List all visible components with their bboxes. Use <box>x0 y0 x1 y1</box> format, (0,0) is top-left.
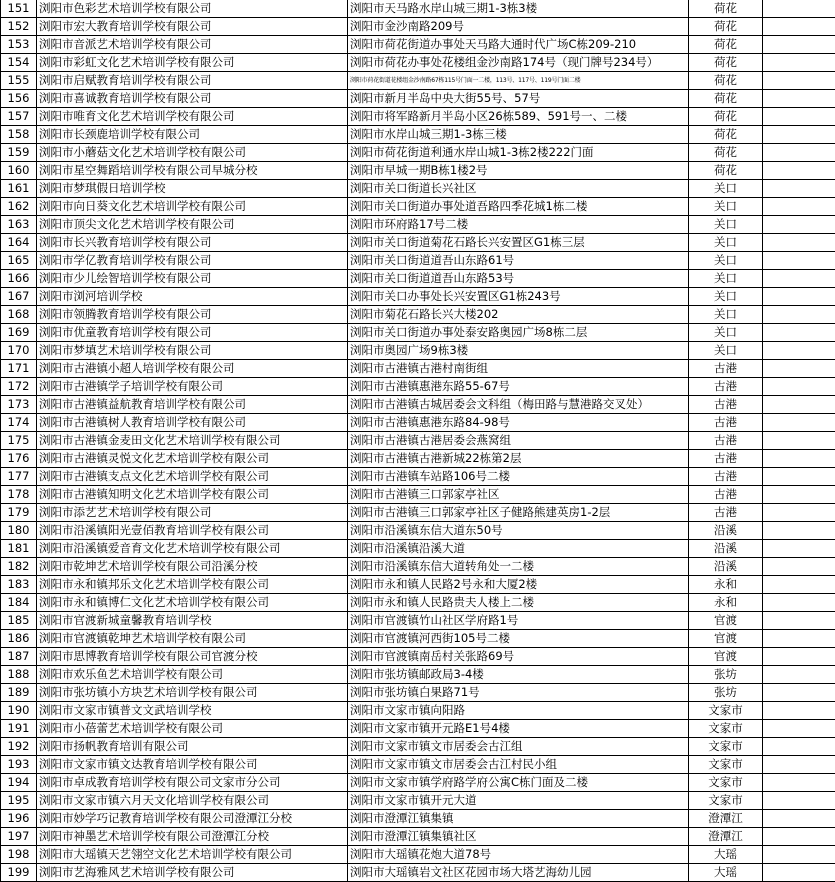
area-cell[interactable]: 关口 <box>689 180 763 198</box>
area-cell[interactable]: 荷花 <box>689 126 763 144</box>
area-cell[interactable]: 澄潭江 <box>689 828 763 846</box>
address-cell[interactable]: 浏阳市关口办事处长兴安置区G1栋243号 <box>348 288 689 306</box>
row-number-cell[interactable]: 180 <box>1 522 37 540</box>
address-cell[interactable]: 浏阳市官渡镇竹山社区学府路1号 <box>348 612 689 630</box>
school-name-cell[interactable]: 浏阳市小蓓蕾艺术培训学校有限公司 <box>37 720 348 738</box>
row-number-cell[interactable]: 197 <box>1 828 37 846</box>
address-cell[interactable]: 浏阳市早城一期B栋1楼2号 <box>348 162 689 180</box>
area-cell[interactable]: 文家市 <box>689 774 763 792</box>
row-number-cell[interactable]: 177 <box>1 468 37 486</box>
school-name-cell[interactable]: 浏阳市彩虹文化艺术培训学校有限公司 <box>37 54 348 72</box>
address-cell[interactable]: 浏阳市古港镇三口郭家亭社区子健路熊建英房1-2层 <box>348 504 689 522</box>
table-row <box>1 576 835 594</box>
row-number-cell[interactable]: 174 <box>1 414 37 432</box>
row-number-cell[interactable]: 190 <box>1 702 37 720</box>
row-number-cell[interactable]: 173 <box>1 396 37 414</box>
table-row <box>1 504 835 522</box>
table-row <box>1 252 835 270</box>
empty-cell[interactable] <box>763 468 835 486</box>
empty-cell[interactable] <box>763 504 835 522</box>
empty-cell[interactable] <box>763 0 835 18</box>
row-number-cell[interactable]: 170 <box>1 342 37 360</box>
table-row <box>1 792 835 810</box>
row-number-cell[interactable]: 179 <box>1 504 37 522</box>
area-cell[interactable]: 张坊 <box>689 684 763 702</box>
empty-cell[interactable] <box>763 288 835 306</box>
row-number-cell[interactable]: 176 <box>1 450 37 468</box>
row-number-cell[interactable]: 165 <box>1 252 37 270</box>
area-cell[interactable]: 古港 <box>689 396 763 414</box>
row-number-cell[interactable]: 169 <box>1 324 37 342</box>
empty-cell[interactable] <box>763 864 835 882</box>
table-row <box>1 90 835 108</box>
table-row <box>1 396 835 414</box>
address-cell[interactable]: 浏阳市环府路17号二楼 <box>348 216 689 234</box>
school-name-cell[interactable]: 浏阳市欢乐鱼艺术培训学校有限公司 <box>37 666 348 684</box>
address-cell[interactable]: 浏阳市金沙南路209号 <box>348 18 689 36</box>
empty-cell[interactable] <box>763 90 835 108</box>
table-row <box>1 54 835 72</box>
area-cell[interactable]: 关口 <box>689 324 763 342</box>
school-name-cell[interactable]: 浏阳市艺海雅风艺术培训学校有限公司 <box>37 864 348 882</box>
row-number-cell[interactable]: 155 <box>1 72 37 90</box>
empty-cell[interactable] <box>763 36 835 54</box>
empty-cell[interactable] <box>763 180 835 198</box>
row-number-cell[interactable]: 183 <box>1 576 37 594</box>
empty-cell[interactable] <box>763 792 835 810</box>
address-cell[interactable]: 浏阳市关口街道菊花石路长兴安置区G1栋三层 <box>348 234 689 252</box>
school-name-cell[interactable]: 浏阳市长兴教育培训学校有限公司 <box>37 234 348 252</box>
empty-cell[interactable] <box>763 846 835 864</box>
area-cell[interactable]: 沿溪 <box>689 522 763 540</box>
area-cell[interactable]: 古港 <box>689 432 763 450</box>
table-row <box>1 288 835 306</box>
table-row <box>1 216 835 234</box>
empty-cell[interactable] <box>763 72 835 90</box>
row-number-cell[interactable]: 157 <box>1 108 37 126</box>
empty-cell[interactable] <box>763 648 835 666</box>
row-number-cell[interactable]: 199 <box>1 864 37 882</box>
table-row <box>1 198 835 216</box>
area-cell[interactable]: 沿溪 <box>689 540 763 558</box>
row-number-cell[interactable]: 164 <box>1 234 37 252</box>
area-cell[interactable]: 古港 <box>689 360 763 378</box>
address-cell[interactable]: 浏阳市张坊镇邮政局3-4楼 <box>348 666 689 684</box>
table-row <box>1 612 835 630</box>
area-cell[interactable]: 官渡 <box>689 648 763 666</box>
empty-cell[interactable] <box>763 198 835 216</box>
area-cell[interactable]: 荷花 <box>689 18 763 36</box>
area-cell[interactable]: 大瑶 <box>689 864 763 882</box>
empty-cell[interactable] <box>763 450 835 468</box>
table-row <box>1 594 835 612</box>
row-number-cell[interactable]: 172 <box>1 378 37 396</box>
table-row <box>1 648 835 666</box>
area-cell[interactable]: 文家市 <box>689 720 763 738</box>
table-row <box>1 828 835 846</box>
table-row <box>1 144 835 162</box>
address-cell[interactable]: 浏阳市张坊镇白果路71号 <box>348 684 689 702</box>
empty-cell[interactable] <box>763 432 835 450</box>
row-number-cell[interactable]: 151 <box>1 0 37 18</box>
empty-cell[interactable] <box>763 216 835 234</box>
empty-cell[interactable] <box>763 720 835 738</box>
area-cell[interactable]: 荷花 <box>689 72 763 90</box>
table-row <box>1 468 835 486</box>
empty-cell[interactable] <box>763 54 835 72</box>
row-number-cell[interactable]: 195 <box>1 792 37 810</box>
address-cell[interactable]: 浏阳市永和镇人民路贵夫人楼上二楼 <box>348 594 689 612</box>
row-number-cell[interactable]: 193 <box>1 756 37 774</box>
table-row <box>1 0 835 18</box>
school-name-cell[interactable]: 浏阳市浏河培训学校 <box>37 288 348 306</box>
area-cell[interactable]: 文家市 <box>689 792 763 810</box>
address-cell[interactable]: 浏阳市古港镇惠港东路55-67号 <box>348 378 689 396</box>
school-name-cell[interactable]: 浏阳市向日葵文化艺术培训学校有限公司 <box>37 198 348 216</box>
area-cell[interactable]: 荷花 <box>689 90 763 108</box>
address-cell[interactable]: 浏阳市古港镇古港村南街组 <box>348 360 689 378</box>
area-cell[interactable]: 关口 <box>689 252 763 270</box>
row-number-cell[interactable]: 168 <box>1 306 37 324</box>
area-cell[interactable]: 古港 <box>689 450 763 468</box>
empty-cell[interactable] <box>763 576 835 594</box>
area-cell[interactable]: 澄潭江 <box>689 810 763 828</box>
table-row <box>1 450 835 468</box>
area-cell[interactable]: 古港 <box>689 486 763 504</box>
table-row <box>1 36 835 54</box>
table-row <box>1 342 835 360</box>
school-name-cell[interactable]: 浏阳市妙学巧记教育培训学校有限公司澄潭江分校 <box>37 810 348 828</box>
table-row <box>1 324 835 342</box>
table-row <box>1 738 835 756</box>
school-name-cell[interactable]: 浏阳市古港镇金麦田文化艺术培训学校有限公司 <box>37 432 348 450</box>
area-cell[interactable]: 永和 <box>689 576 763 594</box>
row-number-cell[interactable]: 192 <box>1 738 37 756</box>
table-row <box>1 666 835 684</box>
area-cell[interactable]: 关口 <box>689 216 763 234</box>
empty-cell[interactable] <box>763 306 835 324</box>
empty-cell[interactable] <box>763 342 835 360</box>
school-name-cell[interactable]: 浏阳市少儿绘智培训学校有限公司 <box>37 270 348 288</box>
area-cell[interactable]: 关口 <box>689 306 763 324</box>
table-row <box>1 774 835 792</box>
row-number-cell[interactable]: 156 <box>1 90 37 108</box>
school-name-cell[interactable]: 浏阳市古港镇小超人培训学校有限公司 <box>37 360 348 378</box>
address-cell[interactable]: 浏阳市大瑶镇花炮大道78号 <box>348 846 689 864</box>
address-cell[interactable]: 浏阳市菊花石路长兴大楼202 <box>348 306 689 324</box>
school-name-cell[interactable]: 浏阳市大瑶镇天艺翎空文化艺术培训学校有限公司 <box>37 846 348 864</box>
school-name-cell[interactable]: 浏阳市梦琪假日培训学校 <box>37 180 348 198</box>
table-row <box>1 720 835 738</box>
address-cell[interactable]: 浏阳市古港镇古港新城22栋第2层 <box>348 450 689 468</box>
row-number-cell[interactable]: 181 <box>1 540 37 558</box>
empty-cell[interactable] <box>763 270 835 288</box>
table-row <box>1 864 835 882</box>
address-cell[interactable]: 浏阳市官渡镇河西街105号二楼 <box>348 630 689 648</box>
address-cell[interactable]: 浏阳市荷花街道利通水岸山城1-3栋2楼222门面 <box>348 144 689 162</box>
school-name-cell[interactable]: 浏阳市永和镇邦乐文化艺术培训学校有限公司 <box>37 576 348 594</box>
area-cell[interactable]: 荷花 <box>689 162 763 180</box>
table-row <box>1 72 835 90</box>
school-name-cell[interactable]: 浏阳市文家市镇六月天文化培训学校有限公司 <box>37 792 348 810</box>
area-cell[interactable]: 沿溪 <box>689 558 763 576</box>
address-cell[interactable]: 浏阳市文家市镇开元大道 <box>348 792 689 810</box>
school-name-cell[interactable]: 浏阳市张坊镇小方块艺术培训学校有限公司 <box>37 684 348 702</box>
empty-cell[interactable] <box>763 558 835 576</box>
school-name-cell[interactable]: 浏阳市启赋教育培训学校有限公司 <box>37 72 348 90</box>
row-number-cell[interactable]: 186 <box>1 630 37 648</box>
area-cell[interactable]: 荷花 <box>689 36 763 54</box>
address-cell[interactable]: 浏阳市关口街道道吾山东路61号 <box>348 252 689 270</box>
address-cell[interactable]: 浏阳市荷花街道花楼组金沙南路67栋115号门面一二楼，113号、117号、119号门面二楼 <box>348 72 689 90</box>
row-number-cell[interactable]: 153 <box>1 36 37 54</box>
row-number-cell[interactable]: 178 <box>1 486 37 504</box>
school-name-cell[interactable]: 浏阳市长颈鹿培训学校有限公司 <box>37 126 348 144</box>
empty-cell[interactable] <box>763 108 835 126</box>
school-name-cell[interactable]: 浏阳市优童教育培训学校有限公司 <box>37 324 348 342</box>
empty-cell[interactable] <box>763 252 835 270</box>
row-number-cell[interactable]: 167 <box>1 288 37 306</box>
area-cell[interactable]: 官渡 <box>689 630 763 648</box>
empty-cell[interactable] <box>763 378 835 396</box>
table-row <box>1 306 835 324</box>
table-row <box>1 378 835 396</box>
table-row <box>1 126 835 144</box>
address-cell[interactable]: 浏阳市奥园广场9栋3楼 <box>348 342 689 360</box>
empty-cell[interactable] <box>763 162 835 180</box>
row-number-cell[interactable]: 159 <box>1 144 37 162</box>
table-row <box>1 702 835 720</box>
empty-cell[interactable] <box>763 126 835 144</box>
school-name-cell[interactable]: 浏阳市古港镇树人教育培训学校有限公司 <box>37 414 348 432</box>
row-number-cell[interactable]: 175 <box>1 432 37 450</box>
empty-cell[interactable] <box>763 774 835 792</box>
table-row <box>1 684 835 702</box>
table-row <box>1 360 835 378</box>
row-number-cell[interactable]: 158 <box>1 126 37 144</box>
school-name-cell[interactable]: 浏阳市古港镇益航教育培训学校有限公司 <box>37 396 348 414</box>
address-cell[interactable]: 浏阳市永和镇人民路2号永和大厦2楼 <box>348 576 689 594</box>
row-number-cell[interactable]: 160 <box>1 162 37 180</box>
empty-cell[interactable] <box>763 630 835 648</box>
school-name-cell[interactable]: 浏阳市唯育文化艺术培训学校有限公司 <box>37 108 348 126</box>
address-cell[interactable]: 浏阳市古港镇古城居委会文科组（梅田路与慧港路交叉处） <box>348 396 689 414</box>
area-cell[interactable]: 荷花 <box>689 144 763 162</box>
address-cell[interactable]: 浏阳市荷花办事处花楼组金沙南路174号（现门牌号234号） <box>348 54 689 72</box>
school-name-cell[interactable]: 浏阳市添艺艺术培训学校有限公司 <box>37 504 348 522</box>
address-cell[interactable]: 浏阳市新月半岛中央大街55号、57号 <box>348 90 689 108</box>
row-number-cell[interactable]: 166 <box>1 270 37 288</box>
row-number-cell[interactable]: 184 <box>1 594 37 612</box>
row-number-cell[interactable]: 185 <box>1 612 37 630</box>
area-cell[interactable]: 文家市 <box>689 756 763 774</box>
empty-cell[interactable] <box>763 612 835 630</box>
address-cell[interactable]: 浏阳市文家市镇向阳路 <box>348 702 689 720</box>
school-name-cell[interactable]: 浏阳市小蘑菇文化艺术培训学校有限公司 <box>37 144 348 162</box>
address-cell[interactable]: 浏阳市古港镇古港居委会燕窝组 <box>348 432 689 450</box>
row-number-cell[interactable]: 194 <box>1 774 37 792</box>
area-cell[interactable]: 关口 <box>689 234 763 252</box>
school-name-cell[interactable]: 浏阳市扬帆教育培训有限公司 <box>37 738 348 756</box>
empty-cell[interactable] <box>763 234 835 252</box>
area-cell[interactable]: 古港 <box>689 504 763 522</box>
row-number-cell[interactable]: 171 <box>1 360 37 378</box>
row-number-cell[interactable]: 161 <box>1 180 37 198</box>
area-cell[interactable]: 关口 <box>689 288 763 306</box>
school-name-cell[interactable]: 浏阳市古港镇知明文化艺术培训学校有限公司 <box>37 486 348 504</box>
address-cell[interactable]: 浏阳市文家市镇文市居委会古江村民小组 <box>348 756 689 774</box>
row-number-cell[interactable]: 188 <box>1 666 37 684</box>
address-cell[interactable]: 浏阳市文家市镇文市居委会古江组 <box>348 738 689 756</box>
address-cell[interactable]: 浏阳市文家市镇学府路学府公寓C栋门面及二楼 <box>348 774 689 792</box>
table-row <box>1 756 835 774</box>
address-cell[interactable]: 浏阳市关口街道长兴社区 <box>348 180 689 198</box>
empty-cell[interactable] <box>763 324 835 342</box>
table-row <box>1 18 835 36</box>
school-name-cell[interactable]: 浏阳市官渡镇乾坤艺术培训学校有限公司 <box>37 630 348 648</box>
row-number-cell[interactable]: 154 <box>1 54 37 72</box>
school-name-cell[interactable]: 浏阳市文家市镇普文文武培训学校 <box>37 702 348 720</box>
area-cell[interactable]: 古港 <box>689 414 763 432</box>
address-cell[interactable]: 浏阳市沿溪镇东信大道东50号 <box>348 522 689 540</box>
table-row <box>1 414 835 432</box>
area-cell[interactable]: 张坊 <box>689 666 763 684</box>
school-name-cell[interactable]: 浏阳市文家市镇文达教育培训学校有限公司 <box>37 756 348 774</box>
address-cell[interactable]: 浏阳市关口街道办事处泰安路奥园广场8栋二层 <box>348 324 689 342</box>
address-cell[interactable]: 浏阳市古港镇惠港东路84-98号 <box>348 414 689 432</box>
table-row <box>1 846 835 864</box>
school-name-cell[interactable]: 浏阳市领腾教育培训学校有限公司 <box>37 306 348 324</box>
school-name-cell[interactable]: 浏阳市宏大教育培训学校有限公司 <box>37 18 348 36</box>
row-number-cell[interactable]: 189 <box>1 684 37 702</box>
address-cell[interactable]: 浏阳市文家市镇开元路E1号4楼 <box>348 720 689 738</box>
school-name-cell[interactable]: 浏阳市喜诚教育培训学校有限公司 <box>37 90 348 108</box>
address-cell[interactable]: 浏阳市大瑶镇岩文社区花园市场大塔艺海幼儿园 <box>348 864 689 882</box>
table-row <box>1 234 835 252</box>
address-cell[interactable]: 浏阳市澄潭江镇集镇社区 <box>348 828 689 846</box>
address-cell[interactable]: 浏阳市古港镇三口郭家亭社区 <box>348 486 689 504</box>
table-body <box>1 0 835 882</box>
area-cell[interactable]: 官渡 <box>689 612 763 630</box>
school-name-cell[interactable]: 浏阳市永和镇博仁文化艺术培训学校有限公司 <box>37 594 348 612</box>
empty-cell[interactable] <box>763 684 835 702</box>
address-cell[interactable]: 浏阳市天马路水岸山城三期1-3栋3楼 <box>348 0 689 18</box>
address-cell[interactable]: 浏阳市关口街道道吾山东路53号 <box>348 270 689 288</box>
empty-cell[interactable] <box>763 18 835 36</box>
school-name-cell[interactable]: 浏阳市神墨艺术培训学校有限公司澄潭江分校 <box>37 828 348 846</box>
address-cell[interactable]: 浏阳市将军路新月半岛小区26栋589、591号一、二楼 <box>348 108 689 126</box>
school-name-cell[interactable]: 浏阳市沿溪镇爱音育文化艺术培训学校有限公司 <box>37 540 348 558</box>
address-cell[interactable]: 浏阳市官渡镇南岳村关张路69号 <box>348 648 689 666</box>
area-cell[interactable]: 关口 <box>689 198 763 216</box>
table-row <box>1 486 835 504</box>
row-number-cell[interactable]: 152 <box>1 18 37 36</box>
empty-cell[interactable] <box>763 144 835 162</box>
table-row <box>1 180 835 198</box>
school-name-cell[interactable]: 浏阳市卓成教育培训学校有限公司文家市分公司 <box>37 774 348 792</box>
area-cell[interactable]: 古港 <box>689 378 763 396</box>
row-number-cell[interactable]: 187 <box>1 648 37 666</box>
school-name-cell[interactable]: 浏阳市顶尖文化艺术培训学校有限公司 <box>37 216 348 234</box>
empty-cell[interactable] <box>763 666 835 684</box>
school-name-cell[interactable]: 浏阳市音派艺术培训学校有限公司 <box>37 36 348 54</box>
address-cell[interactable]: 浏阳市澄潭江镇集镇 <box>348 810 689 828</box>
address-cell[interactable]: 浏阳市古港镇车站路106号二楼 <box>348 468 689 486</box>
table-row <box>1 810 835 828</box>
school-name-cell[interactable]: 浏阳市官渡新城童馨教育培训学校 <box>37 612 348 630</box>
school-name-cell[interactable]: 浏阳市古港镇灵悦文化艺术培训学校有限公司 <box>37 450 348 468</box>
area-cell[interactable]: 文家市 <box>689 738 763 756</box>
area-cell[interactable]: 关口 <box>689 342 763 360</box>
empty-cell[interactable] <box>763 828 835 846</box>
area-cell[interactable]: 荷花 <box>689 108 763 126</box>
empty-cell[interactable] <box>763 396 835 414</box>
area-cell[interactable]: 永和 <box>689 594 763 612</box>
table-row <box>1 270 835 288</box>
address-cell[interactable]: 浏阳市沿溪镇东信大道转角处一二楼 <box>348 558 689 576</box>
address-cell[interactable]: 浏阳市沿溪镇沿溪大道 <box>348 540 689 558</box>
empty-cell[interactable] <box>763 810 835 828</box>
area-cell[interactable]: 荷花 <box>689 54 763 72</box>
address-cell[interactable]: 浏阳市关口街道办事处道吾路四季花城1栋二楼 <box>348 198 689 216</box>
row-number-cell[interactable]: 163 <box>1 216 37 234</box>
table-row <box>1 162 835 180</box>
school-name-cell[interactable]: 浏阳市乾坤艺术培训学校有限公司沿溪分校 <box>37 558 348 576</box>
row-number-cell[interactable]: 198 <box>1 846 37 864</box>
school-name-cell[interactable]: 浏阳市古港镇支点文化艺术培训学校有限公司 <box>37 468 348 486</box>
table-row <box>1 540 835 558</box>
empty-cell[interactable] <box>763 702 835 720</box>
empty-cell[interactable] <box>763 756 835 774</box>
area-cell[interactable]: 大瑶 <box>689 846 763 864</box>
school-name-cell[interactable]: 浏阳市梦填艺术培训学校有限公司 <box>37 342 348 360</box>
table-row <box>1 630 835 648</box>
table-row <box>1 522 835 540</box>
school-name-cell[interactable]: 浏阳市学亿教育培训学校有限公司 <box>37 252 348 270</box>
row-number-cell[interactable]: 191 <box>1 720 37 738</box>
empty-cell[interactable] <box>763 486 835 504</box>
empty-cell[interactable] <box>763 414 835 432</box>
empty-cell[interactable] <box>763 594 835 612</box>
empty-cell[interactable] <box>763 360 835 378</box>
area-cell[interactable]: 荷花 <box>689 0 763 18</box>
empty-cell[interactable] <box>763 522 835 540</box>
table-row <box>1 108 835 126</box>
address-cell[interactable]: 浏阳市荷花街道办事处天马路大通时代广场C栋209-210 <box>348 36 689 54</box>
table-row <box>1 558 835 576</box>
area-cell[interactable]: 关口 <box>689 270 763 288</box>
address-cell[interactable]: 浏阳市水岸山城三期1-3栋三楼 <box>348 126 689 144</box>
school-name-cell[interactable]: 浏阳市思博教育培训学校有限公司官渡分校 <box>37 648 348 666</box>
empty-cell[interactable] <box>763 540 835 558</box>
row-number-cell[interactable]: 196 <box>1 810 37 828</box>
school-name-cell[interactable]: 浏阳市色彩艺术培训学校有限公司 <box>37 0 348 18</box>
school-name-cell[interactable]: 浏阳市沿溪镇阳光壹佰教育培训学校有限公司 <box>37 522 348 540</box>
school-name-cell[interactable]: 浏阳市古港镇学子培训学校有限公司 <box>37 378 348 396</box>
area-cell[interactable]: 古港 <box>689 468 763 486</box>
area-cell[interactable]: 文家市 <box>689 702 763 720</box>
table-row <box>1 432 835 450</box>
row-number-cell[interactable]: 162 <box>1 198 37 216</box>
school-name-cell[interactable]: 浏阳市星空舞蹈培训学校有限公司早城分校 <box>37 162 348 180</box>
row-number-cell[interactable]: 182 <box>1 558 37 576</box>
empty-cell[interactable] <box>763 738 835 756</box>
